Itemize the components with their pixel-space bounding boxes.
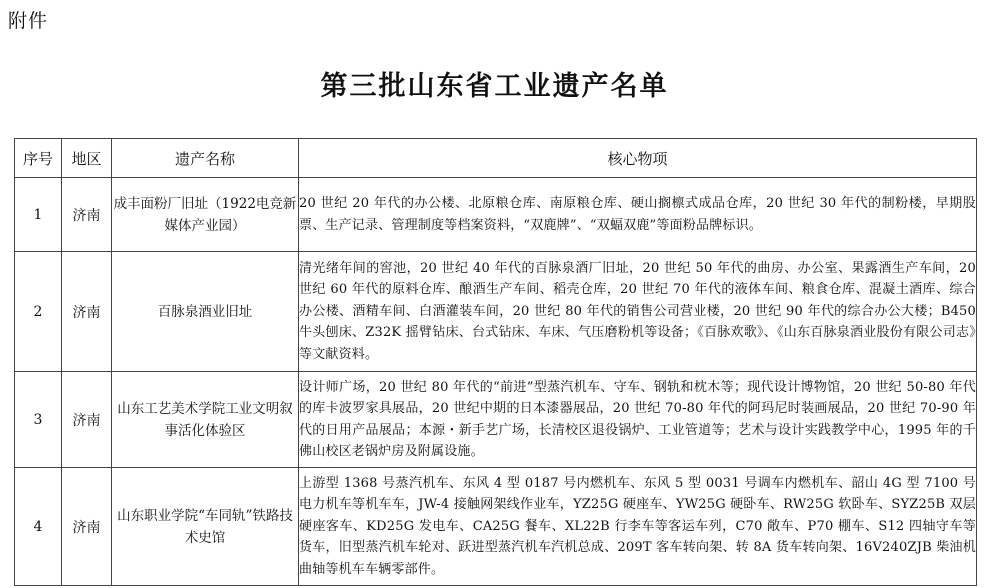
page-title: 第三批山东省工业遗产名单	[320, 71, 669, 102]
row-core-items: 清光绪年间的窖池，20 世纪 40 年代的百脉泉酒厂旧址，20 世纪 50 年代的曲房、办公室、果露酒生产车间，20 世纪 60 年代的原料仓库、酿酒生产车间、稻壳仓库，20 世纪 70 年代的液体车间、粮食仓库、混凝土酒库、综合办公楼、酒精车间、白酒灌装车间，20 世纪 80 年代的销售公司营业楼，20 世纪 90 年代的综合办公大楼；B450 牛头刨床、Z32K 摇臂钻床、台式钻床、车床、气压磨粉机等设备；《百脉欢歌》、《山东百脉泉酒业股份有限公司志》等文献资料。	[299, 252, 977, 372]
row-number: 4	[15, 468, 62, 586]
table-header-row	[15, 139, 977, 178]
table-row	[15, 252, 977, 372]
header-name: 遗产名称	[112, 139, 299, 178]
row-heritage-name: 山东工艺美术学院工业文明叙事活化体验区	[112, 372, 299, 468]
row-heritage-name: 山东职业学院“车同轨”铁路技术史馆	[112, 468, 299, 586]
row-heritage-name: 成丰面粉厂旧址（1922电竞新媒体产业园）	[112, 178, 299, 252]
table-row	[15, 372, 977, 468]
row-region: 济南	[62, 178, 112, 252]
row-region: 济南	[62, 252, 112, 372]
row-core-items: 20 世纪 20 年代的办公楼、北原粮仓库、南原粮仓库、硬山搁檩式成品仓库，20 世纪 30 年代的制粉楼，早期股票、生产记录、管理制度等档案资料，“双鹿牌”、“双蝠双鹿”等面粉品牌标识。	[299, 178, 977, 252]
table-row	[15, 178, 977, 252]
table-header	[15, 139, 977, 178]
row-core-items: 上游型 1368 号蒸汽机车、东风 4 型 0187 号内燃机车、东风 5 型 0031 号调车内燃机车、韶山 4G 型 7100 号电力机车等机车车，JW-4 接触网架线作业车，YZ25G 硬座车、YW25G 硬卧车、RW25G 软卧车、SYZ25B 双层硬座客车、KD25G 发电车、CA25G 餐车、XL22B 行李车等客运车列，C70 敞车、P70 棚车、S12 四轴守车等货车，旧型蒸汽机车轮对、跃进型蒸汽机车汽机总成、209T 客车转向架、转 8A 货车转向架、16V240ZJB 柴油机曲轴等机车车辆零部件。	[299, 468, 977, 586]
row-number: 1	[15, 178, 62, 252]
header-no: 序号	[15, 139, 62, 178]
attachment-label: 附件	[8, 10, 49, 32]
table-body	[15, 178, 977, 586]
header-items: 核心物项	[299, 139, 977, 178]
row-region: 济南	[62, 468, 112, 586]
row-heritage-name: 百脉泉酒业旧址	[112, 252, 299, 372]
table-row	[15, 468, 977, 586]
row-core-items: 设计师广场，20 世纪 80 年代的“前进”型蒸汽机车、守车、钢轨和枕木等；现代设计博物馆，20 世纪 50-80 年代的库卡波罗家具展品，20 世纪中期的日本漆器展品，20 世纪 70-80 年代的阿玛尼时装画展品，20 世纪 70-90 年代的日用产品展品；本源・新手艺广场，长清校区退役锅炉、工业管道等；艺术与设计实践教学中心，1995 年的千佛山校区老锅炉房及附属设施。	[299, 372, 977, 468]
heritage-list-table	[14, 138, 977, 586]
row-region: 济南	[62, 372, 112, 468]
row-number: 3	[15, 372, 62, 468]
header-region: 地区	[62, 139, 112, 178]
row-number: 2	[15, 252, 62, 372]
